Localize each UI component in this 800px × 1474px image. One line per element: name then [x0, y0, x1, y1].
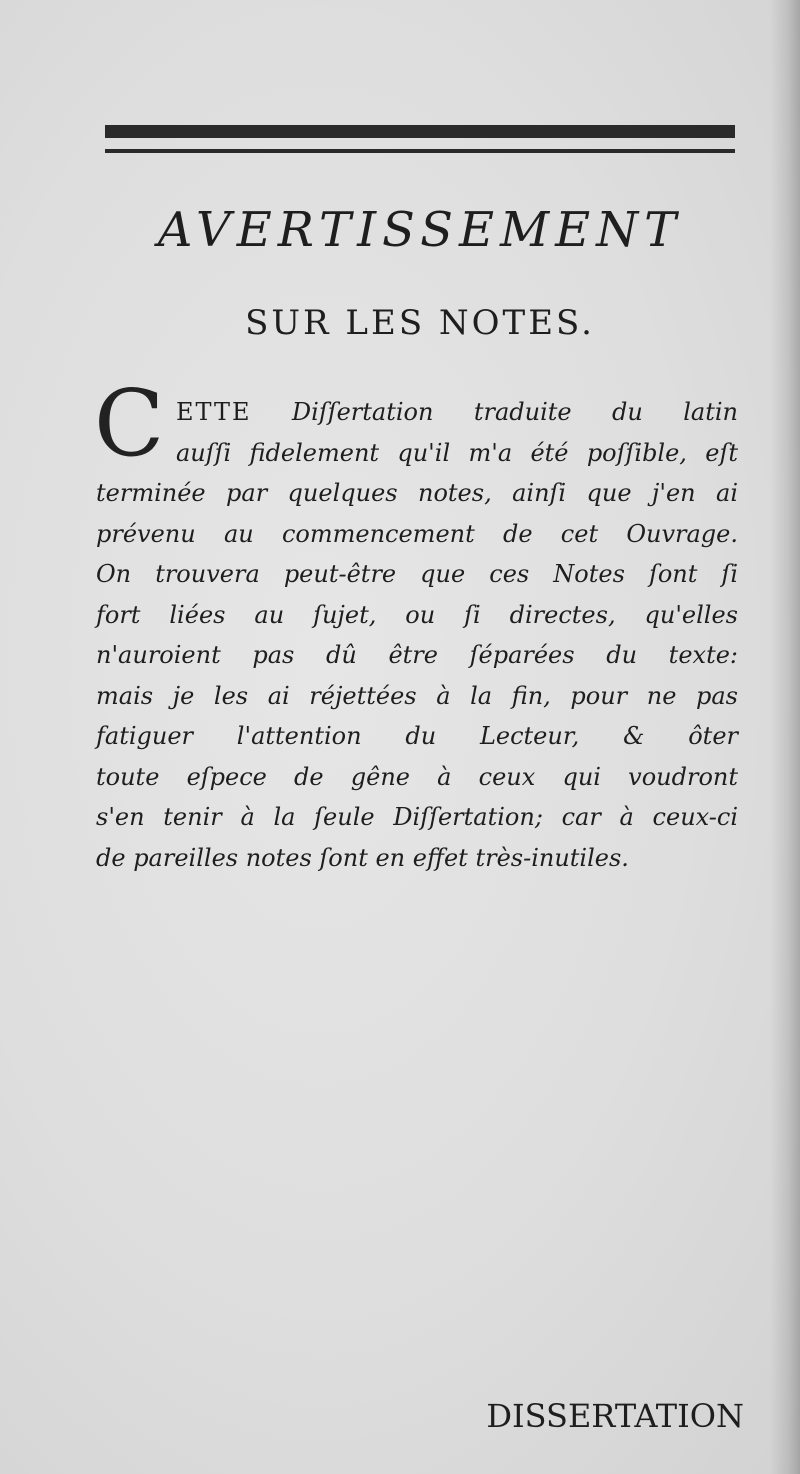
header-rule-thick — [105, 125, 735, 138]
text-line: auſſi fidelement qu'il m'a été poſſible, eſt — [176, 438, 738, 467]
catchword: DISSERTATION — [486, 1397, 744, 1435]
drop-cap: C — [94, 370, 165, 477]
body-paragraph — [96, 392, 738, 878]
text-line: mais je les ai réjettées à la fin, pour ne pas — [96, 681, 738, 710]
text-line — [96, 392, 738, 433]
text-line: de pareilles notes ſont en effet très-inutiles. — [96, 843, 629, 872]
page-title: AVERTISSEMENT — [157, 202, 683, 258]
text-line: fort liées au ſujet, ou ſi directes, qu'elles — [96, 600, 738, 629]
text-line: On trouvera peut-être que ces Notes ſont ſi — [96, 560, 738, 588]
text-line: terminée par quelques notes, ainſi que j'en ai — [96, 479, 738, 507]
text-line: fatiguer l'attention du Lecteur, & ôter — [96, 722, 738, 750]
header-rule-thin — [105, 149, 735, 153]
text-line-content: Diſſertation traduite du latin — [291, 398, 738, 426]
text-line: s'en tenir à la ſeule Diſſertation; car à ceux-ci — [96, 803, 738, 831]
text-line: prévenu au commencement de cet Ouvrage. — [96, 519, 738, 548]
text-line: toute eſpece de gêne à ceux qui voudront — [96, 762, 738, 791]
first-word: ETTE — [176, 398, 252, 426]
spine-shadow — [770, 0, 800, 1474]
text-line: n'auroient pas dû être ſéparées du texte: — [96, 641, 738, 669]
page-subtitle: SUR LES NOTES. — [245, 303, 595, 343]
